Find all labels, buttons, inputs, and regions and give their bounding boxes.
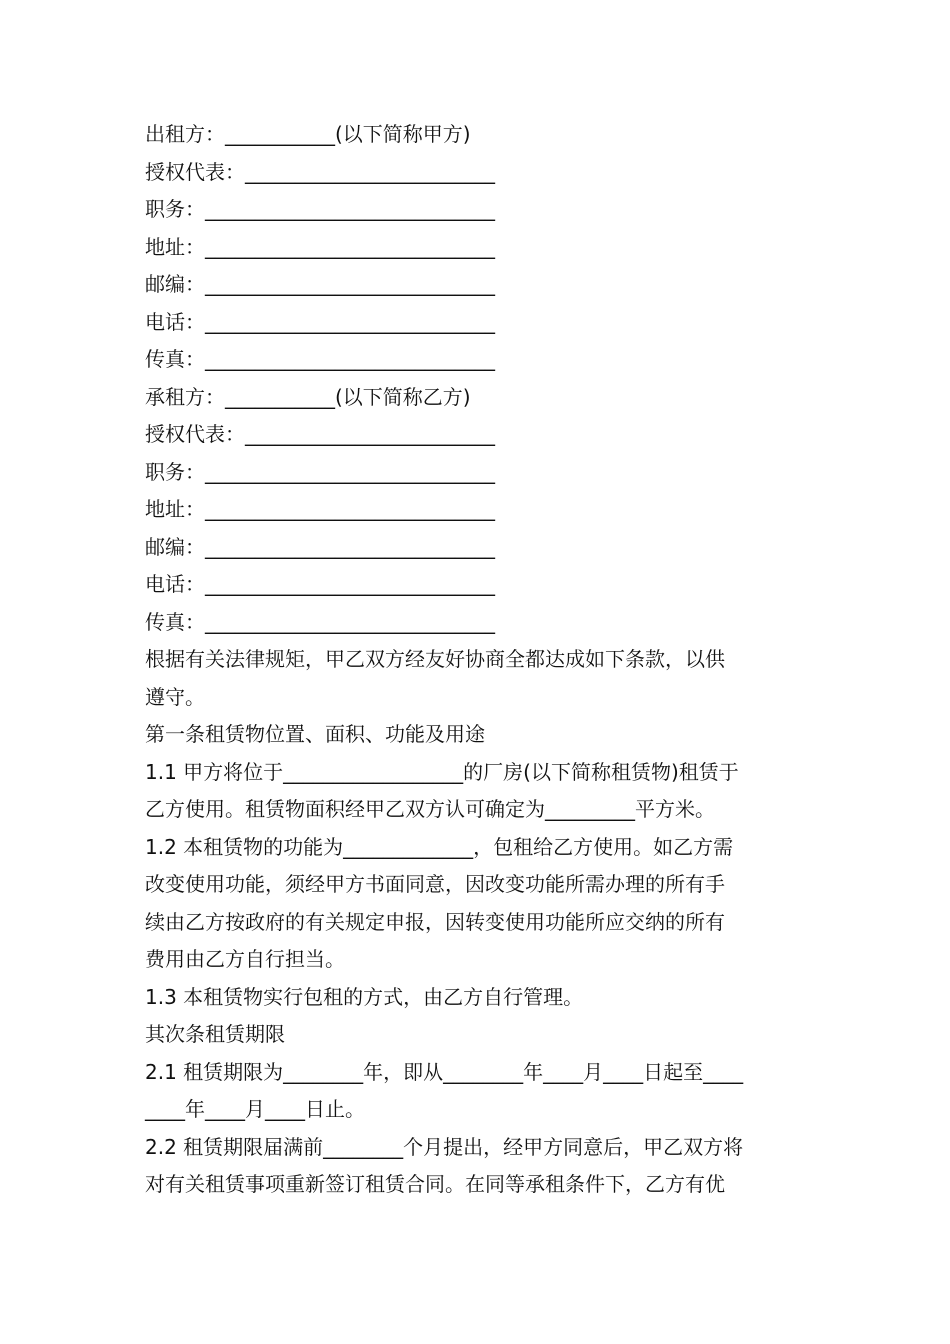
- lessee-position-line: 职务：_____________________________: [145, 459, 495, 484]
- article-2-heading: 其次条租赁期限: [145, 1022, 285, 1046]
- clause-2-2-line-1: 2.2 租赁期限届满前________个月提出，经甲方同意后，甲乙双方将: [145, 1134, 744, 1159]
- lessee-postcode-line: 邮编：_____________________________: [145, 534, 495, 559]
- lessee-address-line: 地址：_____________________________: [145, 497, 495, 521]
- lessor-authorized-rep-line: 授权代表：_________________________: [145, 159, 495, 184]
- clause-1-1-line-2: 乙方使用。租赁物面积经甲乙双方认可确定为_________平方米。: [145, 797, 715, 821]
- lessee-authorized-rep-line: 授权代表：_________________________: [145, 422, 495, 446]
- clause-2-1-line-2: ____年____月____日止。: [145, 1097, 365, 1121]
- lessor-position-line: 职务：_____________________________: [145, 197, 495, 221]
- lessee-fax-line: 传真：_____________________________: [145, 609, 495, 634]
- clause-2-1-line-1: 2.1 租赁期限为________年，即从________年____月____日起至____: [145, 1059, 744, 1084]
- clause-1-3-line: 1.3 本租赁物实行包租的方式，由乙方自行管理。: [145, 984, 584, 1009]
- lessee-line: 承租方：___________(以下简称乙方): [145, 384, 471, 409]
- lessor-line: 出租方：___________(以下简称甲方): [145, 122, 471, 146]
- clause-1-2-line-2: 改变使用功能，须经甲方书面同意，因改变功能所需办理的所有手: [145, 872, 725, 896]
- preamble-line-1: 根据有关法律规矩，甲乙双方经友好协商全都达成如下条款，以供: [145, 647, 725, 671]
- lessor-fax-line: 传真：_____________________________: [145, 347, 495, 371]
- preamble-line-2: 遵守。: [145, 684, 205, 709]
- lessor-address-line: 地址：_____________________________: [145, 234, 495, 259]
- clause-1-2-line-4: 费用由乙方自行担当。: [145, 947, 345, 971]
- lessee-phone-line: 电话：_____________________________: [145, 572, 495, 596]
- article-1-heading: 第一条租赁物位置、面积、功能及用途: [145, 722, 485, 746]
- document-body: [145, 116, 810, 1204]
- clause-1-2-line-1: 1.2 本租赁物的功能为_____________，包租给乙方使用。如乙方需: [145, 834, 734, 859]
- clause-2-2-line-2: 对有关租赁事项重新签订租赁合同。在同等承租条件下，乙方有优: [145, 1172, 725, 1196]
- lessor-postcode-line: 邮编：_____________________________: [145, 272, 495, 296]
- clause-1-1-line-1: 1.1 甲方将位于__________________的厂房(以下简称租赁物)租赁于: [145, 759, 739, 784]
- lessor-phone-line: 电话：_____________________________: [145, 309, 495, 334]
- clause-1-2-line-3: 续由乙方按政府的有关规定申报，因转变使用功能所应交纳的所有: [145, 909, 725, 934]
